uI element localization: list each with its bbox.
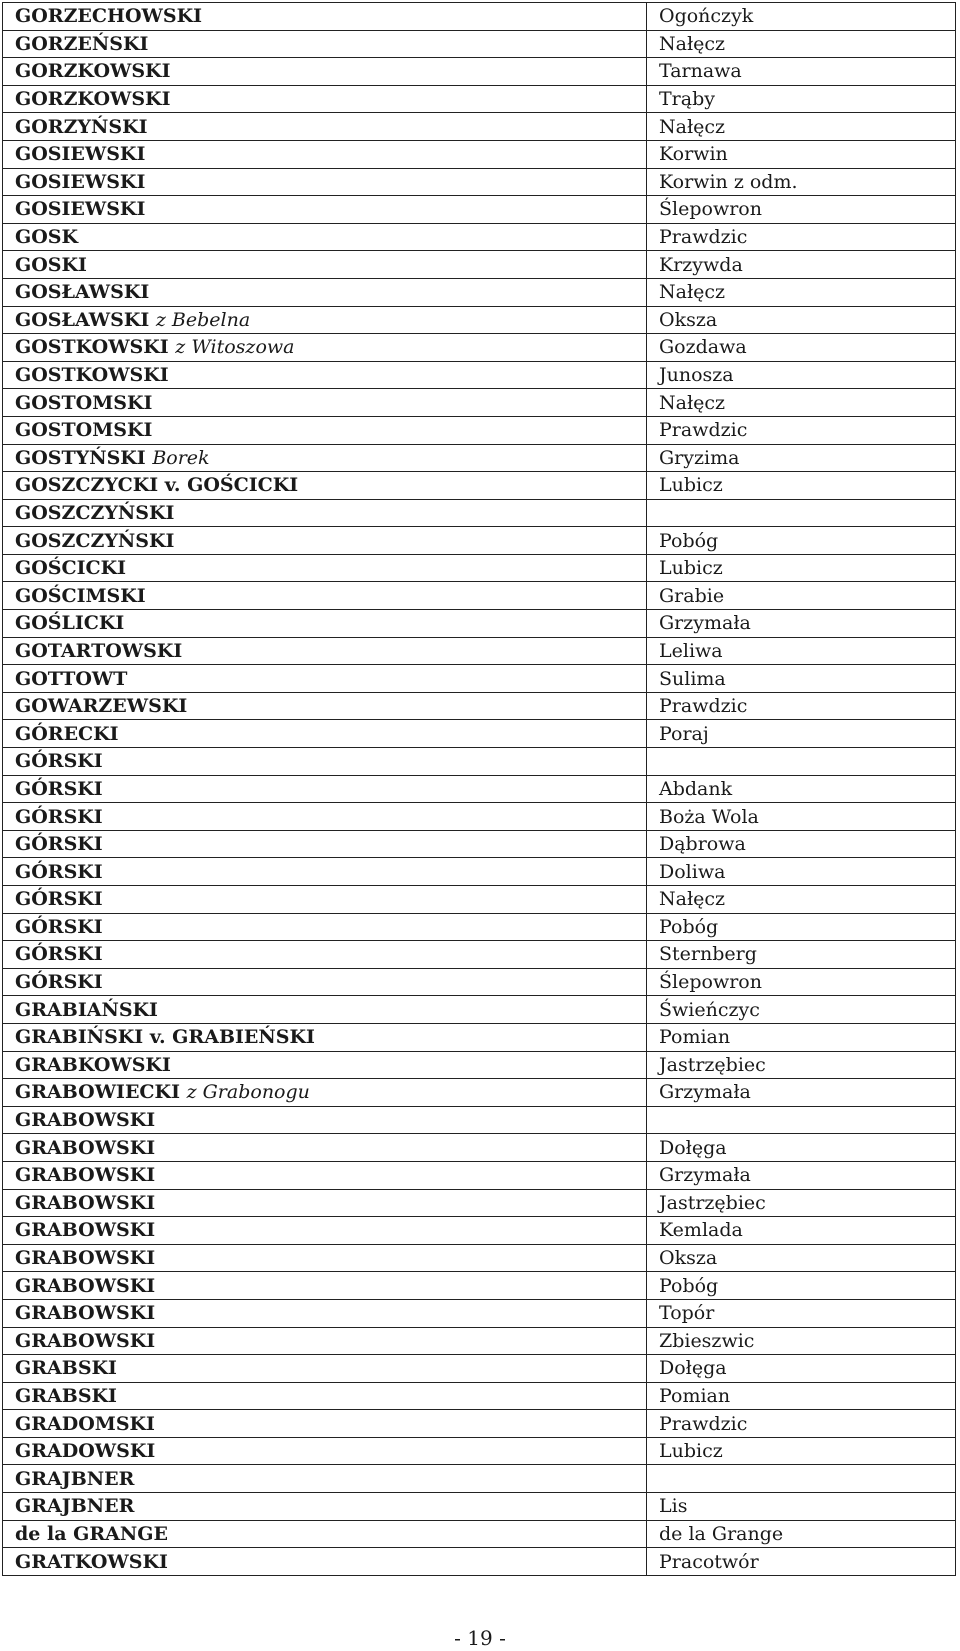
surname-text: GOTTOWT xyxy=(15,667,128,690)
surname-cell xyxy=(3,554,647,582)
surname-cell xyxy=(3,416,647,444)
surname-cell xyxy=(3,499,647,527)
herb-cell: Prawdzic xyxy=(647,416,956,444)
surname-text: GRABOWSKI xyxy=(15,1302,156,1325)
table-row xyxy=(3,582,956,610)
herb-cell: Prawdzic xyxy=(647,223,956,251)
herb-cell: Grzymała xyxy=(647,610,956,638)
surname-cell xyxy=(3,775,647,803)
table-row xyxy=(3,637,956,665)
table-row xyxy=(3,1217,956,1245)
surname-cell xyxy=(3,278,647,306)
surname-text: GORZEŃSKI xyxy=(15,32,149,55)
table-row xyxy=(3,748,956,776)
surname-text: GRABOWSKI xyxy=(15,1219,156,1242)
table-row xyxy=(3,720,956,748)
surname-text: GÓRSKI xyxy=(15,860,103,883)
surname-cell xyxy=(3,1410,647,1438)
table-row xyxy=(3,306,956,334)
herb-cell: Lubicz xyxy=(647,1437,956,1465)
table-row xyxy=(3,1520,956,1548)
table-row xyxy=(3,389,956,417)
surname-cell xyxy=(3,941,647,969)
surname-cell xyxy=(3,168,647,196)
surname-text: GRABOWSKI xyxy=(15,1164,156,1187)
herb-cell: Nałęcz xyxy=(647,30,956,58)
table-row xyxy=(3,968,956,996)
table-row xyxy=(3,168,956,196)
herb-cell: Doliwa xyxy=(647,858,956,886)
herb-cell: Pomian xyxy=(647,1382,956,1410)
surname-cell xyxy=(3,85,647,113)
herb-cell: Kemlada xyxy=(647,1217,956,1245)
surname-text: GRABIAŃSKI xyxy=(15,998,158,1021)
herb-cell: Pracotwór xyxy=(647,1548,956,1576)
surname-cell xyxy=(3,3,647,31)
herb-cell xyxy=(647,1465,956,1493)
table-row xyxy=(3,830,956,858)
herb-cell: de la Grange xyxy=(647,1520,956,1548)
surname-cell xyxy=(3,610,647,638)
herb-cell: Ślepowron xyxy=(647,968,956,996)
surname-cell xyxy=(3,1079,647,1107)
table-row xyxy=(3,334,956,362)
surname-text: GOSTYŃSKI xyxy=(15,446,146,469)
herb-cell: Abdank xyxy=(647,775,956,803)
herb-cell: Oksza xyxy=(647,1244,956,1272)
surname-text: GOŚCICKI xyxy=(15,557,127,580)
surname-cell xyxy=(3,1189,647,1217)
variant-surname: v. GRABIEŃSKI xyxy=(149,1026,315,1049)
herb-cell: Lubicz xyxy=(647,554,956,582)
table-row xyxy=(3,1299,956,1327)
surname-cell xyxy=(3,140,647,168)
surname-cell xyxy=(3,858,647,886)
herb-cell: Korwin xyxy=(647,140,956,168)
surname-cell xyxy=(3,913,647,941)
surname-text: GRABIŃSKI xyxy=(15,1026,144,1049)
table-row xyxy=(3,1244,956,1272)
surname-text: GOSIEWSKI xyxy=(15,170,146,193)
herb-cell xyxy=(647,748,956,776)
surname-text: GOSTOMSKI xyxy=(15,391,153,414)
table-row xyxy=(3,527,956,555)
surname-cell xyxy=(3,361,647,389)
surname-text: GÓRSKI xyxy=(15,888,103,911)
table-row xyxy=(3,1023,956,1051)
surname-text: GOSIEWSKI xyxy=(15,198,146,221)
surname-text: GRABOWSKI xyxy=(15,1274,156,1297)
table-row xyxy=(3,196,956,224)
surname-text: GOTARTOWSKI xyxy=(15,639,183,662)
table-row xyxy=(3,140,956,168)
surname-text: GORZECHOWSKI xyxy=(15,5,203,28)
herb-cell: Jastrzębiec xyxy=(647,1051,956,1079)
table-row xyxy=(3,58,956,86)
surname-cell xyxy=(3,886,647,914)
table-row xyxy=(3,499,956,527)
armorial-table xyxy=(2,2,956,1576)
surname-text: GRABOWSKI xyxy=(15,1191,156,1214)
herb-cell: Dąbrowa xyxy=(647,830,956,858)
surname-cell xyxy=(3,1299,647,1327)
table-row xyxy=(3,251,956,279)
surname-text: GÓRSKI xyxy=(15,915,103,938)
surname-suffix: z Bebelna xyxy=(155,308,251,331)
table-row xyxy=(3,692,956,720)
surname-cell xyxy=(3,472,647,500)
surname-suffix: z Witoszowa xyxy=(175,336,295,359)
surname-text: GRADOMSKI xyxy=(15,1412,155,1435)
page-number: - 19 - xyxy=(454,1626,506,1650)
surname-cell xyxy=(3,692,647,720)
herb-cell xyxy=(647,1106,956,1134)
herb-cell: Ślepowron xyxy=(647,196,956,224)
herb-cell: Sternberg xyxy=(647,941,956,969)
table-row xyxy=(3,1382,956,1410)
surname-cell xyxy=(3,527,647,555)
surname-cell xyxy=(3,748,647,776)
herb-cell: Topór xyxy=(647,1299,956,1327)
surname-cell xyxy=(3,1327,647,1355)
table-row xyxy=(3,472,956,500)
surname-text: GRABSKI xyxy=(15,1384,117,1407)
herb-cell: Pobóg xyxy=(647,1272,956,1300)
surname-cell xyxy=(3,1548,647,1576)
surname-text: GOSZCZYŃSKI xyxy=(15,529,175,552)
table-row xyxy=(3,610,956,638)
herb-cell: Prawdzic xyxy=(647,692,956,720)
table-row xyxy=(3,554,956,582)
herb-cell: Zbieszwic xyxy=(647,1327,956,1355)
table-row xyxy=(3,1548,956,1576)
table-row xyxy=(3,996,956,1024)
surname-text: GRADOWSKI xyxy=(15,1440,156,1463)
herb-cell: Gozdawa xyxy=(647,334,956,362)
herb-cell: Ogończyk xyxy=(647,3,956,31)
surname-text: GÓRSKI xyxy=(15,750,103,773)
surname-text: GRABSKI xyxy=(15,1357,117,1380)
surname-cell xyxy=(3,1161,647,1189)
herb-cell: Dołęga xyxy=(647,1134,956,1162)
surname-cell xyxy=(3,113,647,141)
table-row xyxy=(3,113,956,141)
table-row xyxy=(3,1493,956,1521)
surname-cell xyxy=(3,306,647,334)
surname-cell xyxy=(3,223,647,251)
table-row xyxy=(3,1327,956,1355)
surname-cell xyxy=(3,1134,647,1162)
table-row xyxy=(3,886,956,914)
herb-cell: Korwin z odm. xyxy=(647,168,956,196)
surname-text: GOSKI xyxy=(15,253,87,276)
surname-text: GÓRECKI xyxy=(15,722,119,745)
herb-cell: Krzywda xyxy=(647,251,956,279)
table-row xyxy=(3,858,956,886)
herb-cell: Grzymała xyxy=(647,1161,956,1189)
table-row xyxy=(3,1437,956,1465)
herb-cell xyxy=(647,499,956,527)
herb-cell: Trąby xyxy=(647,85,956,113)
herb-cell: Lis xyxy=(647,1493,956,1521)
surname-cell xyxy=(3,637,647,665)
surname-text: GÓRSKI xyxy=(15,833,103,856)
surname-text: GOŚCIMSKI xyxy=(15,584,146,607)
surname-cell xyxy=(3,196,647,224)
surname-text: de la GRANGE xyxy=(15,1522,168,1545)
surname-text: GRABOWIECKI xyxy=(15,1081,180,1104)
surname-cell xyxy=(3,1106,647,1134)
surname-text: GOSTOMSKI xyxy=(15,419,153,442)
surname-cell xyxy=(3,1465,647,1493)
herb-cell: Poraj xyxy=(647,720,956,748)
table-row xyxy=(3,803,956,831)
table-row xyxy=(3,278,956,306)
herb-cell: Świeńczyc xyxy=(647,996,956,1024)
surname-suffix: z Grabonogu xyxy=(186,1081,310,1104)
surname-text: GOSTKOWSKI xyxy=(15,336,169,359)
herb-cell: Grzymała xyxy=(647,1079,956,1107)
table-row xyxy=(3,941,956,969)
surname-cell xyxy=(3,1382,647,1410)
surname-cell xyxy=(3,1272,647,1300)
herb-cell: Pobóg xyxy=(647,527,956,555)
surname-text: GORZKOWSKI xyxy=(15,88,171,111)
table-row xyxy=(3,30,956,58)
surname-text: GORZYŃSKI xyxy=(15,115,148,138)
herb-cell: Tarnawa xyxy=(647,58,956,86)
herb-cell: Pobóg xyxy=(647,913,956,941)
surname-text: GOSŁAWSKI xyxy=(15,308,150,331)
surname-cell xyxy=(3,30,647,58)
herb-cell: Gryzima xyxy=(647,444,956,472)
table-row xyxy=(3,775,956,803)
surname-text: GOSTKOWSKI xyxy=(15,364,169,387)
herb-cell: Oksza xyxy=(647,306,956,334)
table-row xyxy=(3,1161,956,1189)
surname-text: GOSŁAWSKI xyxy=(15,281,150,304)
table-row xyxy=(3,1079,956,1107)
table-row xyxy=(3,913,956,941)
herb-cell: Nałęcz xyxy=(647,278,956,306)
surname-cell xyxy=(3,1355,647,1383)
herb-cell: Grabie xyxy=(647,582,956,610)
surname-text: GRABOWSKI xyxy=(15,1247,156,1270)
surname-cell xyxy=(3,389,647,417)
herb-cell: Nałęcz xyxy=(647,113,956,141)
surname-suffix: Borek xyxy=(152,446,210,469)
armorial-rows xyxy=(3,3,956,1576)
surname-cell xyxy=(3,720,647,748)
surname-cell xyxy=(3,1244,647,1272)
variant-surname: v. GOŚCICKI xyxy=(164,474,299,497)
surname-cell xyxy=(3,582,647,610)
herb-cell: Boża Wola xyxy=(647,803,956,831)
herb-cell: Lubicz xyxy=(647,472,956,500)
herb-cell: Leliwa xyxy=(647,637,956,665)
surname-cell xyxy=(3,334,647,362)
table-row xyxy=(3,416,956,444)
table-row xyxy=(3,1355,956,1383)
surname-text: GÓRSKI xyxy=(15,805,103,828)
table-row xyxy=(3,1051,956,1079)
surname-text: GOŚLICKI xyxy=(15,612,125,635)
herb-cell: Junosza xyxy=(647,361,956,389)
surname-text: GRAJBNER xyxy=(15,1467,135,1490)
surname-cell xyxy=(3,996,647,1024)
table-row xyxy=(3,1465,956,1493)
herb-cell: Nałęcz xyxy=(647,886,956,914)
surname-cell xyxy=(3,665,647,693)
herb-cell: Pomian xyxy=(647,1023,956,1051)
table-row xyxy=(3,1272,956,1300)
surname-cell xyxy=(3,1217,647,1245)
table-row xyxy=(3,665,956,693)
surname-cell xyxy=(3,830,647,858)
surname-cell xyxy=(3,251,647,279)
surname-cell xyxy=(3,1023,647,1051)
surname-text: GOSK xyxy=(15,226,79,249)
surname-text: GRABOWSKI xyxy=(15,1136,156,1159)
surname-cell xyxy=(3,803,647,831)
surname-text: GOSIEWSKI xyxy=(15,143,146,166)
table-row xyxy=(3,1410,956,1438)
surname-text: GRAJBNER xyxy=(15,1495,135,1518)
surname-cell xyxy=(3,1051,647,1079)
table-row xyxy=(3,361,956,389)
table-row xyxy=(3,3,956,31)
surname-cell xyxy=(3,1437,647,1465)
surname-text: GRABKOWSKI xyxy=(15,1053,171,1076)
surname-cell xyxy=(3,1520,647,1548)
surname-text: GÓRSKI xyxy=(15,971,103,994)
table-row xyxy=(3,1189,956,1217)
surname-text: GÓRSKI xyxy=(15,943,103,966)
surname-text: GRABOWSKI xyxy=(15,1329,156,1352)
surname-text: GRABOWSKI xyxy=(15,1109,156,1132)
herb-cell: Nałęcz xyxy=(647,389,956,417)
surname-text: GRATKOWSKI xyxy=(15,1550,168,1573)
surname-cell xyxy=(3,968,647,996)
surname-text: GÓRSKI xyxy=(15,777,103,800)
surname-text: GOWARZEWSKI xyxy=(15,695,188,718)
surname-cell xyxy=(3,1493,647,1521)
surname-text: GORZKOWSKI xyxy=(15,60,171,83)
table-row xyxy=(3,85,956,113)
herb-cell: Jastrzębiec xyxy=(647,1189,956,1217)
table-row xyxy=(3,1106,956,1134)
surname-cell xyxy=(3,58,647,86)
surname-cell xyxy=(3,444,647,472)
table-row xyxy=(3,1134,956,1162)
table-row xyxy=(3,223,956,251)
table-row xyxy=(3,444,956,472)
surname-text: GOSZCZYCKI xyxy=(15,474,159,497)
herb-cell: Sulima xyxy=(647,665,956,693)
herb-cell: Prawdzic xyxy=(647,1410,956,1438)
surname-text: GOSZCZYŃSKI xyxy=(15,501,175,524)
herb-cell: Dołęga xyxy=(647,1355,956,1383)
